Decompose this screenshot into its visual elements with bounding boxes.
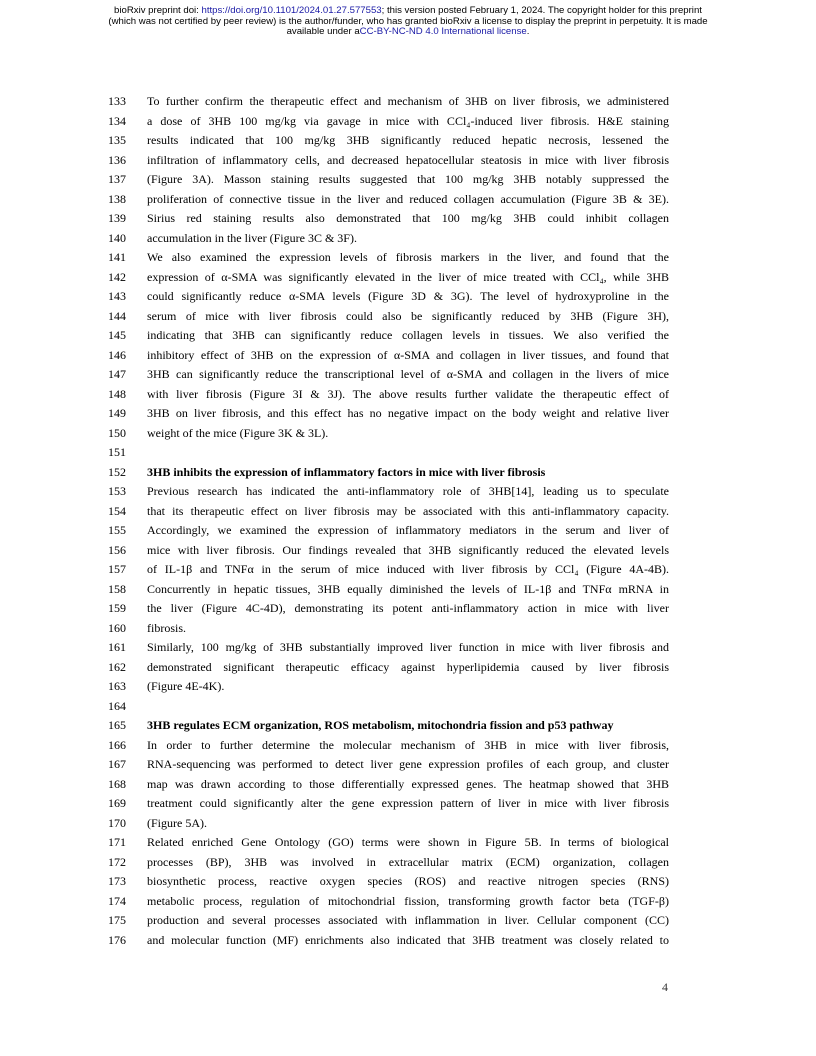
- line-text: of IL-1β and TNFα in the serum of mice induced with liver fibrosis by CCl₄ (Figure 4A-4B).: [147, 562, 669, 576]
- line-text: production and several processes associated with inflammation in liver. Cellular component (CC): [147, 913, 669, 927]
- page-number: 4: [662, 980, 668, 994]
- line-number: 144: [108, 308, 126, 323]
- manuscript-line: [0, 832, 816, 852]
- line-text: Concurrently in hepatic tissues, 3HB equally diminished the levels of IL-1β and TNFα mRNA in: [147, 581, 669, 596]
- manuscript-line: [0, 481, 816, 501]
- manuscript-line: [0, 813, 816, 833]
- line-number: 157: [108, 562, 126, 576]
- line-text: the liver (Figure 4C-4D), demonstrating its potent anti-inflammatory action in mice with liver: [147, 601, 669, 615]
- manuscript-line: [0, 676, 816, 696]
- line-number: 148: [108, 386, 126, 401]
- header-doi-prefix: bioRxiv preprint doi:: [114, 5, 202, 16]
- line-number: 162: [108, 659, 126, 674]
- line-number: 133: [108, 94, 126, 108]
- line-number: 156: [108, 542, 126, 557]
- line-text: and molecular function (MF) enrichments also indicated that 3HB treatment was closely related to: [147, 932, 669, 947]
- license-link[interactable]: CC-BY-NC-ND 4.0 International license: [359, 26, 527, 38]
- line-text: map was drawn according to those differentially expressed genes. The heatmap showed that 3HB: [147, 776, 669, 791]
- line-number: 176: [108, 932, 126, 947]
- line-text: RNA-sequencing was performed to detect liver gene expression profiles of each group, and cluster: [147, 757, 669, 771]
- manuscript-line: [0, 169, 816, 189]
- line-text: biosynthetic process, reactive oxygen species (ROS) and reactive nitrogen species (RNS): [147, 874, 669, 888]
- manuscript-line: [0, 540, 816, 560]
- line-text: demonstrated significant therapeutic efficacy against hyperlipidemia caused by liver fibrosis: [147, 659, 669, 674]
- line-text: serum of mice with liver fibrosis could also be significantly reduced by 3HB (Figure 3H),: [147, 308, 669, 323]
- line-number: 142: [108, 269, 126, 284]
- manuscript-line: [0, 754, 816, 774]
- line-text: Similarly, 100 mg/kg of 3HB substantially improved liver function in mice with liver fibrosis and: [147, 640, 669, 654]
- line-text: 3HB on liver fibrosis, and this effect has no negative impact on the body weight and relative liver: [147, 406, 669, 420]
- manuscript-line: [0, 462, 816, 482]
- manuscript-line: [0, 774, 816, 794]
- line-number: 167: [108, 757, 126, 771]
- line-text: (Figure 3A). Masson staining results suggested that 100 mg/kg 3HB notably suppressed the: [147, 172, 669, 186]
- line-text: processes (BP), 3HB was involved in extracellular matrix (ECM) organization, collagen: [147, 854, 669, 869]
- line-number: 143: [108, 289, 126, 303]
- manuscript-line: [0, 930, 816, 950]
- line-text: indicating that 3HB can significantly reduce collagen levels in tissues. We also verified the: [147, 328, 669, 342]
- line-number: 150: [108, 425, 126, 440]
- manuscript-line: [0, 715, 816, 735]
- line-text: mice with liver fibrosis. Our findings revealed that 3HB significantly reduced the elevated levels: [147, 542, 669, 557]
- line-number: 145: [108, 328, 126, 342]
- line-number: 151: [108, 445, 126, 459]
- line-text: fibrosis.: [147, 620, 186, 635]
- manuscript-line: [0, 423, 816, 443]
- line-number: 165: [108, 718, 126, 732]
- manuscript-line: [0, 111, 816, 131]
- manuscript-line: [0, 559, 816, 579]
- manuscript-line: [0, 364, 816, 384]
- line-text: accumulation in the liver (Figure 3C & 3F).: [147, 230, 357, 245]
- line-number: 147: [108, 367, 126, 381]
- line-number: 146: [108, 347, 126, 362]
- line-text: Sirius red staining results also demonstrated that 100 mg/kg 3HB could inhibit collagen: [147, 211, 669, 225]
- line-text: that its therapeutic effect on liver fibrosis may be associated with this anti-inflammatory capacity.: [147, 503, 669, 518]
- manuscript-line: [0, 871, 816, 891]
- manuscript-line: [0, 286, 816, 306]
- line-number: 154: [108, 503, 126, 518]
- line-text: In order to further determine the molecular mechanism of 3HB in mice with liver fibrosis,: [147, 737, 669, 752]
- manuscript-line: [0, 208, 816, 228]
- doi-link[interactable]: https://doi.org/10.1101/2024.01.27.577553: [201, 5, 382, 16]
- line-number: 166: [108, 737, 126, 752]
- section-heading: 3HB regulates ECM organization, ROS metabolism, mitochondria fission and p53 pathway: [147, 718, 614, 732]
- line-number: 161: [108, 640, 126, 654]
- line-number: 160: [108, 620, 126, 635]
- line-number: 172: [108, 854, 126, 869]
- line-number: 140: [108, 230, 126, 245]
- line-number: 149: [108, 406, 126, 420]
- manuscript-line: [0, 598, 816, 618]
- line-number: 170: [108, 815, 126, 830]
- line-text: (Figure 5A).: [147, 815, 207, 830]
- line-number: 171: [108, 835, 126, 849]
- line-number: 135: [108, 133, 126, 147]
- line-text: could significantly reduce α-SMA levels (Figure 3D & 3G). The level of hydroxyproline in the: [147, 289, 669, 303]
- manuscript-line: [0, 852, 816, 872]
- manuscript-line: [0, 228, 816, 248]
- line-number: 136: [108, 152, 126, 167]
- line-number: 174: [108, 893, 126, 908]
- manuscript-line: [0, 267, 816, 287]
- line-text: with liver fibrosis (Figure 3I & 3J). The above results further validate the therapeutic effect of: [147, 386, 669, 401]
- line-text: inhibitory effect of 3HB on the expression of α-SMA and collagen in liver tissues, and found that: [147, 347, 669, 362]
- manuscript-line: [0, 150, 816, 170]
- manuscript-line: [0, 793, 816, 813]
- manuscript-line: [0, 501, 816, 521]
- header-doi-suffix: ; this version posted February 1, 2024. The copyright holder for this preprint: [381, 5, 702, 16]
- manuscript-line: [0, 306, 816, 326]
- line-text: weight of the mice (Figure 3K & 3L).: [147, 425, 329, 440]
- manuscript-line: [0, 384, 816, 404]
- manuscript-body: [0, 91, 816, 949]
- preprint-header: [0, 6, 816, 38]
- line-number: 141: [108, 250, 126, 264]
- line-text: metabolic process, regulation of mitochondrial fission, transforming growth factor beta (TGF-β): [147, 893, 669, 908]
- manuscript-line: [0, 247, 816, 267]
- manuscript-line: [0, 579, 816, 599]
- line-number: 169: [108, 796, 126, 810]
- line-text: Related enriched Gene Ontology (GO) terms were shown in Figure 5B. In terms of biological: [147, 835, 669, 849]
- line-text: 3HB can significantly reduce the transcriptional level of α-SMA and collagen in the livers of mice: [147, 367, 669, 381]
- line-number: 173: [108, 874, 126, 888]
- manuscript-line: [0, 891, 816, 911]
- header-line-1: [0, 6, 816, 17]
- manuscript-line: [0, 189, 816, 209]
- line-number: 139: [108, 211, 126, 225]
- header-line-2: (which was not certified by peer review) is the author/funder, who has granted bioRxiv a license to display the preprint in perpetuity. It is made: [108, 15, 708, 27]
- line-text: Previous research has indicated the anti-inflammatory role of 3HB[14], leading us to speculate: [147, 484, 669, 498]
- line-text: We also examined the expression levels of fibrosis markers in the liver, and found that the: [147, 250, 669, 264]
- line-number: 155: [108, 523, 126, 537]
- line-text: Accordingly, we examined the expression of inflammatory mediators in the serum and liver of: [147, 523, 669, 537]
- header-line-3: [0, 27, 816, 38]
- line-text: (Figure 4E-4K).: [147, 679, 225, 693]
- manuscript-line: [0, 696, 816, 716]
- manuscript-line: [0, 520, 816, 540]
- header-license-prefix: available under a: [286, 26, 360, 38]
- manuscript-line: [0, 130, 816, 150]
- manuscript-line: [0, 403, 816, 423]
- line-number: 134: [108, 113, 126, 128]
- line-number: 138: [108, 191, 126, 206]
- manuscript-line: [0, 325, 816, 345]
- manuscript-line: [0, 345, 816, 365]
- line-number: 158: [108, 581, 126, 596]
- line-number: 137: [108, 172, 126, 186]
- line-text: proliferation of connective tissue in the liver and reduced collagen accumulation (Figure 3B & 3E).: [147, 191, 669, 206]
- line-text: treatment could significantly alter the gene expression pattern of liver in mice with liver fibrosis: [147, 796, 669, 810]
- manuscript-line: [0, 91, 816, 111]
- line-text: results indicated that 100 mg/kg 3HB significantly reduced hepatic necrosis, lessened the: [147, 133, 669, 147]
- line-number: 164: [108, 698, 126, 713]
- manuscript-line: [0, 657, 816, 677]
- manuscript-line: [0, 618, 816, 638]
- line-text: expression of α-SMA was significantly elevated in the liver of mice treated with CCl₄, while 3HB: [147, 269, 669, 284]
- line-text: To further confirm the therapeutic effect and mechanism of 3HB on liver fibrosis, we administered: [147, 94, 669, 108]
- line-number: 163: [108, 679, 126, 693]
- section-heading: 3HB inhibits the expression of inflammatory factors in mice with liver fibrosis: [147, 464, 546, 479]
- line-number: 152: [108, 464, 126, 479]
- line-text: infiltration of inflammatory cells, and decreased hepatocellular steatosis in mice with liver fibrosis: [147, 152, 669, 167]
- line-number: 159: [108, 601, 126, 615]
- header-license-suffix: .: [526, 26, 530, 38]
- manuscript-line: [0, 910, 816, 930]
- manuscript-line: [0, 637, 816, 657]
- line-number: 153: [108, 484, 126, 498]
- line-number: 168: [108, 776, 126, 791]
- manuscript-line: [0, 442, 816, 462]
- line-text: a dose of 3HB 100 mg/kg via gavage in mice with CCl₄-induced liver fibrosis. H&E staining: [147, 113, 669, 128]
- manuscript-line: [0, 735, 816, 755]
- line-number: 175: [108, 913, 126, 927]
